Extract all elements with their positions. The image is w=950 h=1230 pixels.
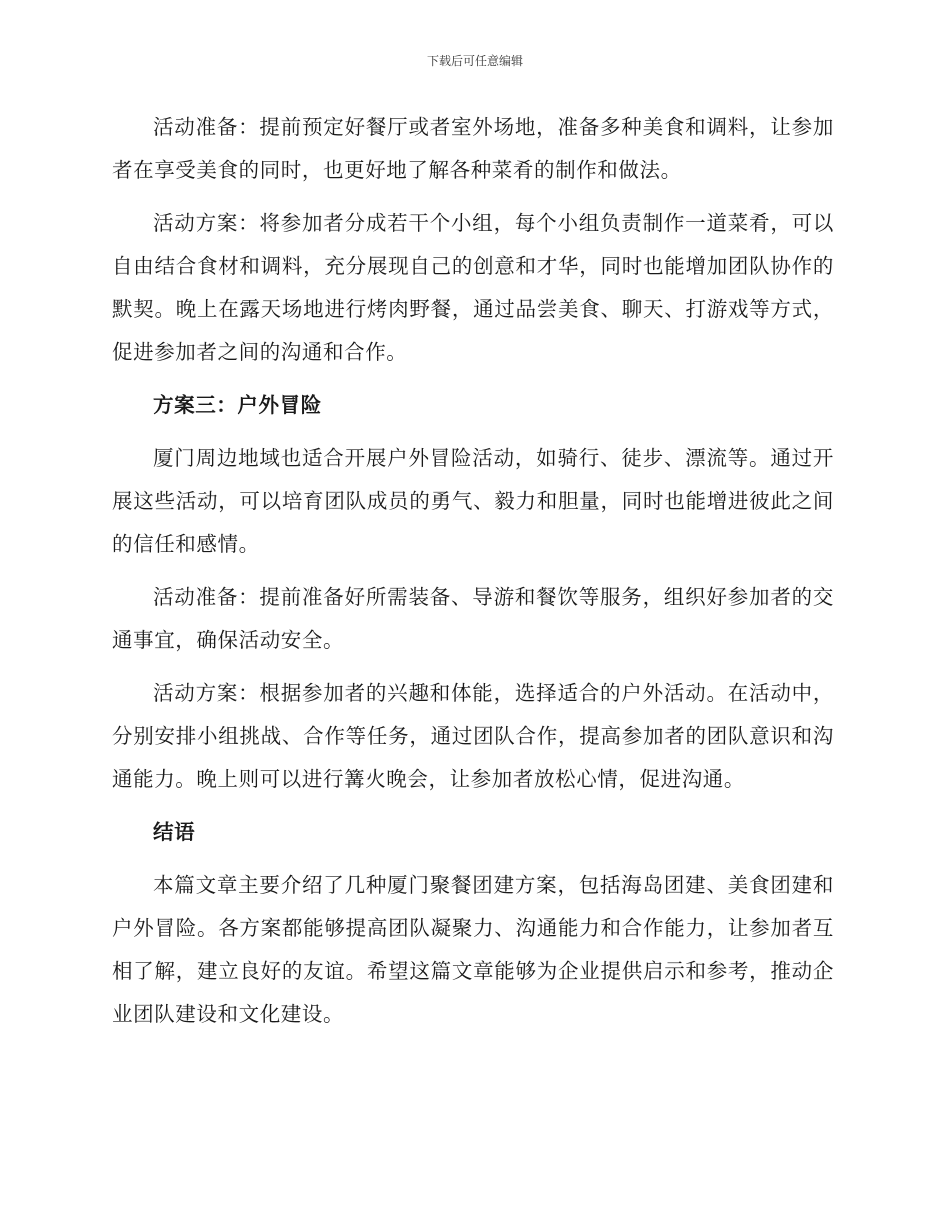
document-body	[112, 106, 834, 1046]
paragraph-activity-prep-food: 活动准备：提前预定好餐厅或者室外场地，准备多种美食和调料，让参加者在享受美食的同时，也更好地了解各种菜肴的制作和做法。	[112, 115, 834, 182]
paragraph-conclusion: 本篇文章主要介绍了几种厦门聚餐团建方案，包括海岛团建、美食团建和户外冒险。各方案都能够提高团队凝聚力、沟通能力和合作能力，让参加者互相了解，建立良好的友谊。希望这篇文章能够为企业提供启示和参考，推动企业团队建设和文化建设。	[112, 873, 834, 1026]
section-heading-conclusion: 结语	[153, 820, 196, 844]
paragraph-activity-plan-outdoor: 活动方案：根据参加者的兴趣和体能，选择适合的户外活动。在活动中，分别安排小组挑战、合作等任务，通过团队合作，提高参加者的团队意识和沟通能力。晚上则可以进行篝火晚会，让参加者放松心情，促进沟通。	[112, 681, 834, 791]
paragraph-outdoor-intro: 厦门周边地域也适合开展户外冒险活动，如骑行、徒步、漂流等。通过开展这些活动，可以培育团队成员的勇气、毅力和胆量，同时也能增进彼此之间的信任和感情。	[112, 446, 834, 556]
paragraph-activity-plan-food: 活动方案：将参加者分成若干个小组，每个小组负责制作一道菜肴，可以自由结合食材和调料，充分展现自己的创意和才华，同时也能增加团队协作的默契。晚上在露天场地进行烤肉野餐，通过品尝美食、聊天、打游戏等方式，促进参加者之间的沟通和合作。	[112, 211, 834, 364]
page-header: 下载后可任意编辑	[426, 54, 523, 68]
section-heading-outdoor: 方案三：户外冒险	[153, 393, 322, 417]
paragraph-activity-prep-outdoor: 活动准备：提前准备好所需装备、导游和餐饮等服务，组织好参加者的交通事宜，确保活动安全。	[112, 585, 834, 652]
